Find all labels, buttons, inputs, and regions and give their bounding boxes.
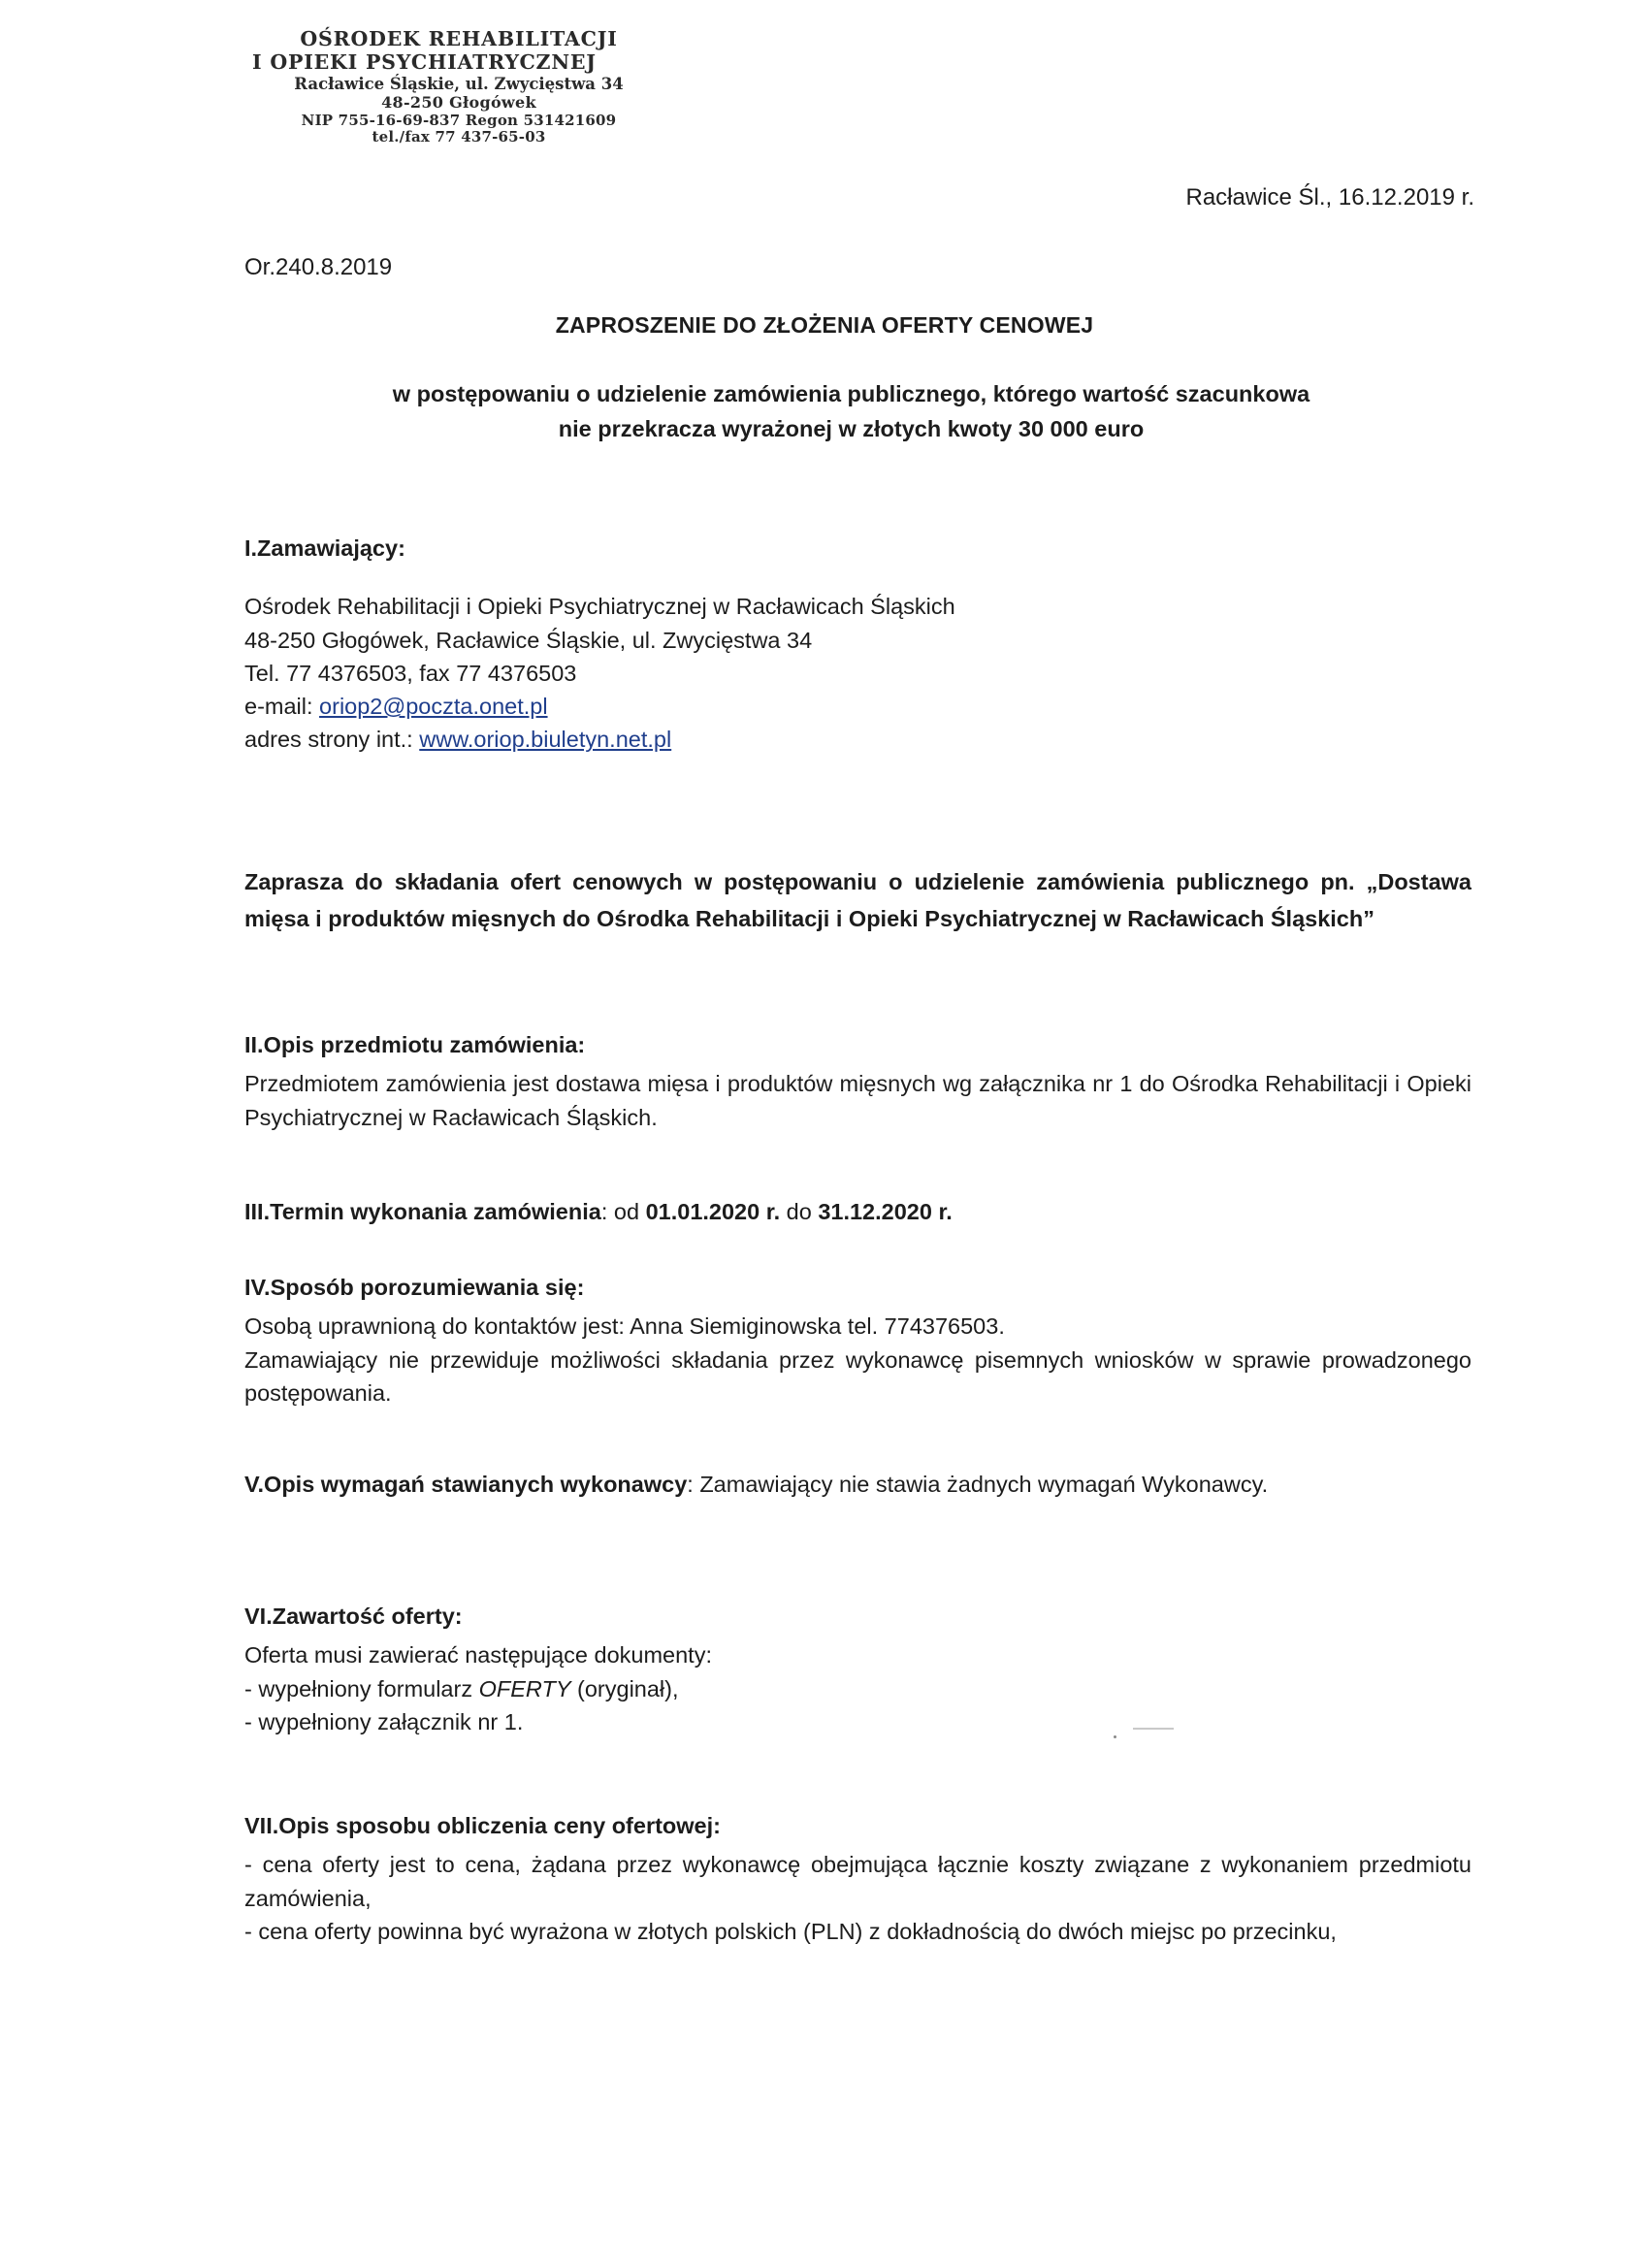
section-4-line-2: Zamawiający nie przewiduje możliwości składania przez wykonawcę pisemnych wniosków w sprawie prowadzonego postępowania.: [244, 1346, 1471, 1406]
section-6-heading: VI.Zawartość oferty:: [244, 1604, 463, 1629]
section-zawartosc-oferty: [244, 1600, 1471, 1738]
scan-artifact-dot: [1114, 1735, 1116, 1738]
section-6-item-2: - wypełniony załącznik nr 1.: [244, 1708, 524, 1734]
section-6-item-1-post: (oryginał),: [570, 1675, 679, 1701]
zamawiajacy-address-line-1: Ośrodek Rehabilitacji i Opieki Psychiatrycznej w Racławicach Śląskich: [244, 594, 955, 620]
email-link[interactable]: oriop2@poczta.onet.pl: [319, 694, 548, 720]
section-2-text: Przedmiotem zamówienia jest dostawa mięsa i produktów mięsnych wg załącznika nr 1 do Ośrodka Rehabilitacji i Opieki Psychiatrycznej w Racławicach Śląskich.: [244, 1071, 1471, 1130]
section-4-line-1: Osobą uprawnioną do kontaktów jest: Anna Siemiginowska tel. 774376503.: [244, 1313, 1005, 1340]
letterhead-line-1: OŚRODEK REHABILITACJI: [300, 27, 618, 50]
letterhead: [250, 27, 667, 146]
page-subtitle: [242, 376, 1460, 447]
section-sposob-porozumiewania: [244, 1271, 1471, 1409]
document-reference-number: Or.240.8.2019: [244, 254, 393, 280]
section-6-item-1-italic: OFERTY: [478, 1675, 571, 1701]
section-opis-przedmiotu: [244, 1028, 1471, 1134]
section-3-line: [244, 1195, 1471, 1228]
section-6-item-1-pre: - wypełniony formularz: [244, 1675, 479, 1701]
section-opis-sposobu-obliczenia: [244, 1809, 1471, 1948]
section-opis-wymagan: [244, 1468, 1471, 1501]
section-6-item-1: [244, 1672, 1471, 1705]
section-3-date-from: 01.01.2020 r.: [645, 1199, 781, 1224]
section-2-heading: II.Opis przedmiotu zamówienia:: [244, 1032, 586, 1057]
zamawiajacy-email-line: [244, 690, 1471, 723]
section-4-heading: IV.Sposób porozumiewania się:: [244, 1275, 585, 1300]
page-subtitle-line-2: nie przekracza wyrażonej w złotych kwoty 30 000 euro: [558, 416, 1145, 442]
letterhead-city: 48-250 Głogówek: [381, 92, 536, 112]
section-5-heading: V.Opis wymagań stawianych wykonawcy: [244, 1472, 688, 1497]
section-zamawiajacy: [244, 532, 1471, 757]
section-7-line-1: - cena oferty jest to cena, żądana przez wykonawcę obejmująca łącznie koszty związane z wykonaniem przedmiotu zamówienia,: [244, 1852, 1471, 1911]
zamawiajacy-address-line-2: 48-250 Głogówek, Racławice Śląskie, ul. Zwycięstwa 34: [244, 627, 813, 653]
document-date: Racławice Śl., 16.12.2019 r.: [1185, 184, 1474, 211]
scan-artifact-dash: [1133, 1728, 1174, 1730]
zamawiajacy-www-line: [244, 723, 1471, 756]
section-3-text-a: : od: [600, 1199, 646, 1224]
section-3-text-b: do: [780, 1199, 819, 1224]
section-3-heading: III.Termin wykonania zamówienia: [244, 1199, 601, 1224]
section-6-line-1: Oferta musi zawierać następujące dokumenty:: [244, 1642, 712, 1669]
zamawiajacy-phone-line: Tel. 77 4376503, fax 77 4376503: [244, 660, 577, 686]
letterhead-phone: tel./fax 77 437-65-03: [372, 128, 546, 146]
section-1-heading: I.Zamawiający:: [244, 535, 405, 561]
letterhead-line-2: I OPIEKI PSYCHIATRYCZNEJ: [252, 50, 597, 75]
website-link[interactable]: www.oriop.biuletyn.net.pl: [419, 727, 672, 753]
section-termin-wykonania: [244, 1195, 1471, 1228]
page-title: ZAPROSZENIE DO ZŁOŻENIA OFERTY CENOWEJ: [555, 312, 1094, 338]
page-subtitle-line-1: w postępowaniu o udzielenie zamówienia publicznego, którego wartość szacunkowa: [392, 381, 1310, 406]
letterhead-nip-regon: NIP 755-16-69-837 Regon 531421609: [301, 111, 617, 129]
section-7-heading: VII.Opis sposobu obliczenia ceny ofertowej:: [244, 1813, 721, 1838]
www-label: adres strony int.:: [244, 727, 420, 753]
section-3-date-to: 31.12.2020 r.: [818, 1199, 953, 1224]
section-7-line-2: - cena oferty powinna być wyrażona w złotych polskich (PLN) z dokładnością do dwóch miejsc po przecinku,: [244, 1918, 1337, 1944]
letterhead-address: Racławice Śląskie, ul. Zwycięstwa 34: [294, 75, 624, 94]
invitation-paragraph: Zaprasza do składania ofert cenowych w postępowaniu o udzielenie zamówienia publicznego pn. „Dostawa mięsa i produktów mięsnych do Ośrodka Rehabilitacji i Opieki Psychiatrycznej w Racławicach Śląskich”: [244, 869, 1471, 932]
section-5-text: : Zamawiający nie stawia żadnych wymagań Wykonawcy.: [687, 1472, 1269, 1497]
email-label: e-mail:: [244, 694, 320, 720]
